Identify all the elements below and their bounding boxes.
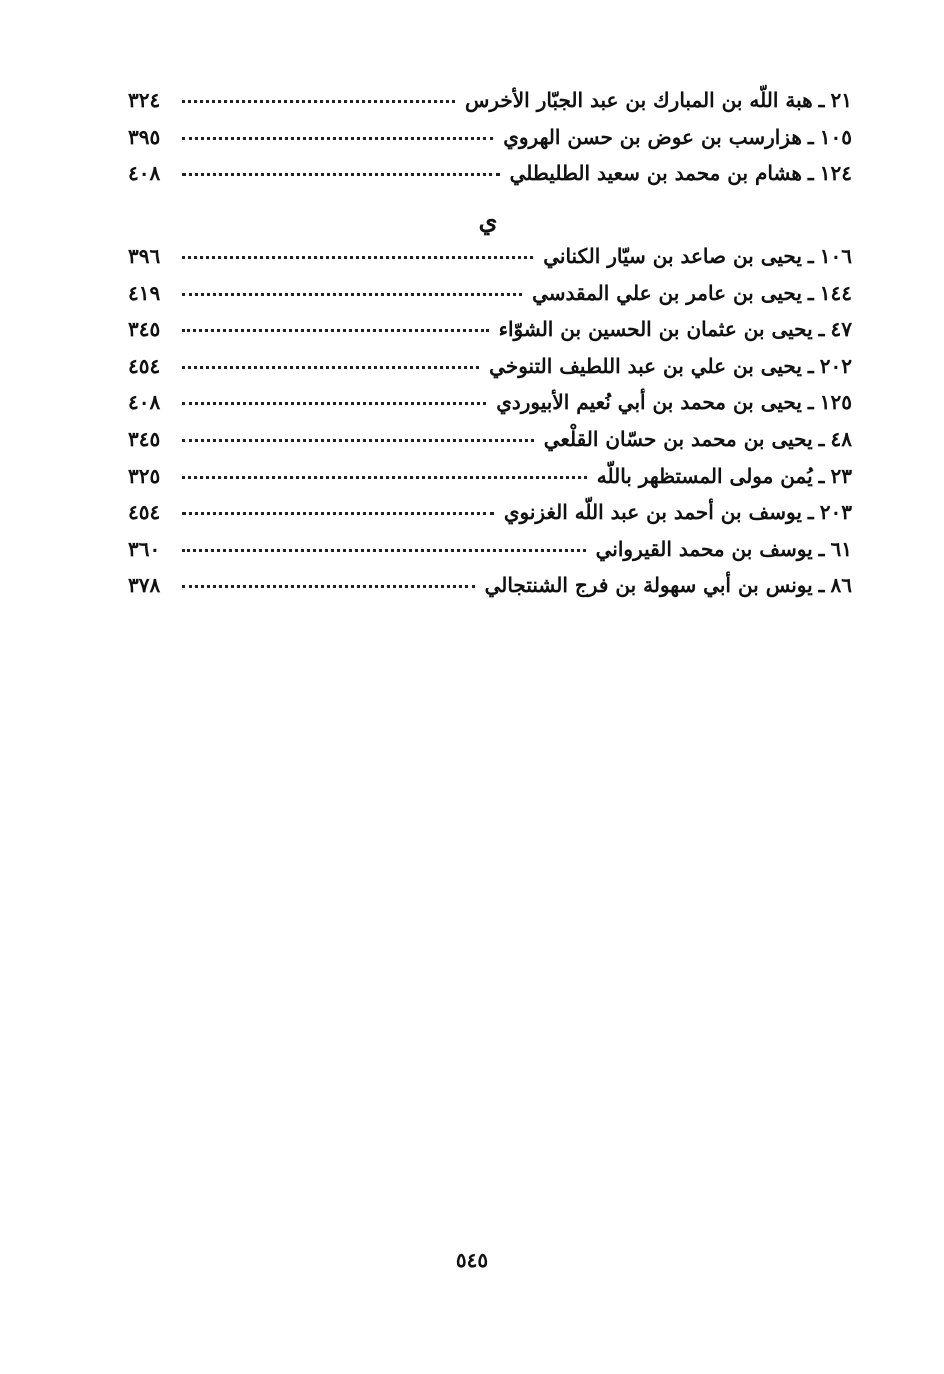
entry-name: يحيى بن عامر بن علي المقدسي xyxy=(532,280,802,305)
dot-leader xyxy=(182,329,489,332)
index-entry xyxy=(128,537,852,574)
dot-leader xyxy=(182,549,586,552)
entry-number: ١٠٥ xyxy=(819,124,852,149)
dot-leader xyxy=(182,585,475,588)
entry-number: ٢١ xyxy=(830,88,852,112)
entry-name: هشام بن محمد بن سعيد الطليطلي xyxy=(509,161,802,186)
dot-leader xyxy=(182,173,500,176)
entry-separator: ـ xyxy=(818,536,825,561)
entry-name: يوسف بن أحمد بن عبد اللّه الغزنوي xyxy=(503,500,802,525)
index-entry xyxy=(128,500,852,537)
index-entry xyxy=(128,88,852,125)
index-entry xyxy=(128,573,852,610)
entry-number: ٢٣ xyxy=(830,463,852,488)
entry-number: ٦١ xyxy=(830,536,852,561)
entry-separator: ـ xyxy=(818,426,825,451)
dot-leader xyxy=(182,137,493,140)
index-entry xyxy=(128,125,852,162)
entry-page: ٣٧٨ xyxy=(128,573,161,598)
entry-name: يوسف بن محمد القيرواني xyxy=(595,536,813,561)
entry-separator: ـ xyxy=(807,390,814,415)
entry-page: ٤١٩ xyxy=(128,280,161,305)
entry-page: ٣٤٥ xyxy=(128,426,161,451)
dot-leader xyxy=(182,293,522,296)
entry-separator: ـ xyxy=(807,353,814,378)
entry-name: يحيى بن علي بن عبد اللطيف التنوخي xyxy=(489,353,802,378)
entry-page: ٤٥٤ xyxy=(128,353,161,378)
entry-separator: ـ xyxy=(807,124,814,149)
entry-page: ٣٩٥ xyxy=(128,124,161,149)
entry-page: ٣٩٦ xyxy=(128,244,161,268)
section-letter-heading: ي xyxy=(478,206,498,235)
entry-page: ٣٤٥ xyxy=(128,317,161,342)
entry-number: ٢٠٣ xyxy=(819,500,852,525)
entry-separator: ـ xyxy=(818,317,825,342)
entry-name: يحيى بن محمد بن حسّان القلْعي xyxy=(543,426,813,451)
entry-number: ٤٧ xyxy=(830,317,852,342)
index-entry xyxy=(128,317,852,354)
entry-number: ١٢٤ xyxy=(819,161,852,186)
entry-number: ١٢٥ xyxy=(819,390,852,415)
dot-leader xyxy=(182,402,486,405)
entry-number: ٢٠٢ xyxy=(819,353,852,378)
entry-name: هزارسب بن عوض بن حسن الهروي xyxy=(503,124,802,149)
entry-number: ١٠٦ xyxy=(819,244,852,268)
entry-page: ٤٥٤ xyxy=(128,500,161,525)
entry-name: يُمن مولى المستظهر باللّه xyxy=(596,463,813,488)
entry-name: هبة اللّه بن المبارك بن عبد الجبّار الأخرس xyxy=(464,88,813,112)
entry-name: يونس بن أبي سهولة بن فرج الشنتجالي xyxy=(484,573,813,598)
index-entry xyxy=(128,464,852,501)
dot-leader xyxy=(182,366,479,369)
page-number: ٥٤٥ xyxy=(455,1248,489,1272)
entry-page: ٤٠٨ xyxy=(128,390,161,415)
index-entry xyxy=(128,244,852,281)
index-entry xyxy=(128,354,852,391)
entry-separator: ـ xyxy=(818,88,825,112)
entry-page: ٣٢٤ xyxy=(128,88,161,112)
entry-number: ٨٦ xyxy=(830,573,852,598)
entry-page: ٣٦٠ xyxy=(128,536,161,561)
entry-name: يحيى بن عثمان بن الحسين بن الشوّاء xyxy=(498,317,813,342)
dot-leader xyxy=(182,256,533,259)
dot-leader xyxy=(182,100,455,103)
index-entry xyxy=(128,427,852,464)
index-entry xyxy=(128,390,852,427)
entry-separator: ـ xyxy=(807,500,814,525)
dot-leader xyxy=(182,439,534,442)
entry-page: ٤٠٨ xyxy=(128,161,161,186)
entry-name: يحيى بن محمد بن أبي نُعيم الأبيوردي xyxy=(496,390,802,415)
entry-name: يحيى بن صاعد بن سيّار الكناني xyxy=(543,244,802,268)
index-entry xyxy=(128,161,852,198)
entry-separator: ـ xyxy=(807,161,814,186)
entry-separator: ـ xyxy=(807,244,814,268)
entry-number: ٤٨ xyxy=(830,426,852,451)
index-entry xyxy=(128,281,852,318)
index-section-ha xyxy=(128,88,852,198)
entry-number: ١٤٤ xyxy=(819,280,852,305)
dot-leader xyxy=(182,476,587,479)
entry-separator: ـ xyxy=(818,463,825,488)
dot-leader xyxy=(182,512,494,515)
entry-separator: ـ xyxy=(807,280,814,305)
index-section-ya xyxy=(128,244,852,610)
entry-separator: ـ xyxy=(818,573,825,598)
entry-page: ٣٢٥ xyxy=(128,463,161,488)
